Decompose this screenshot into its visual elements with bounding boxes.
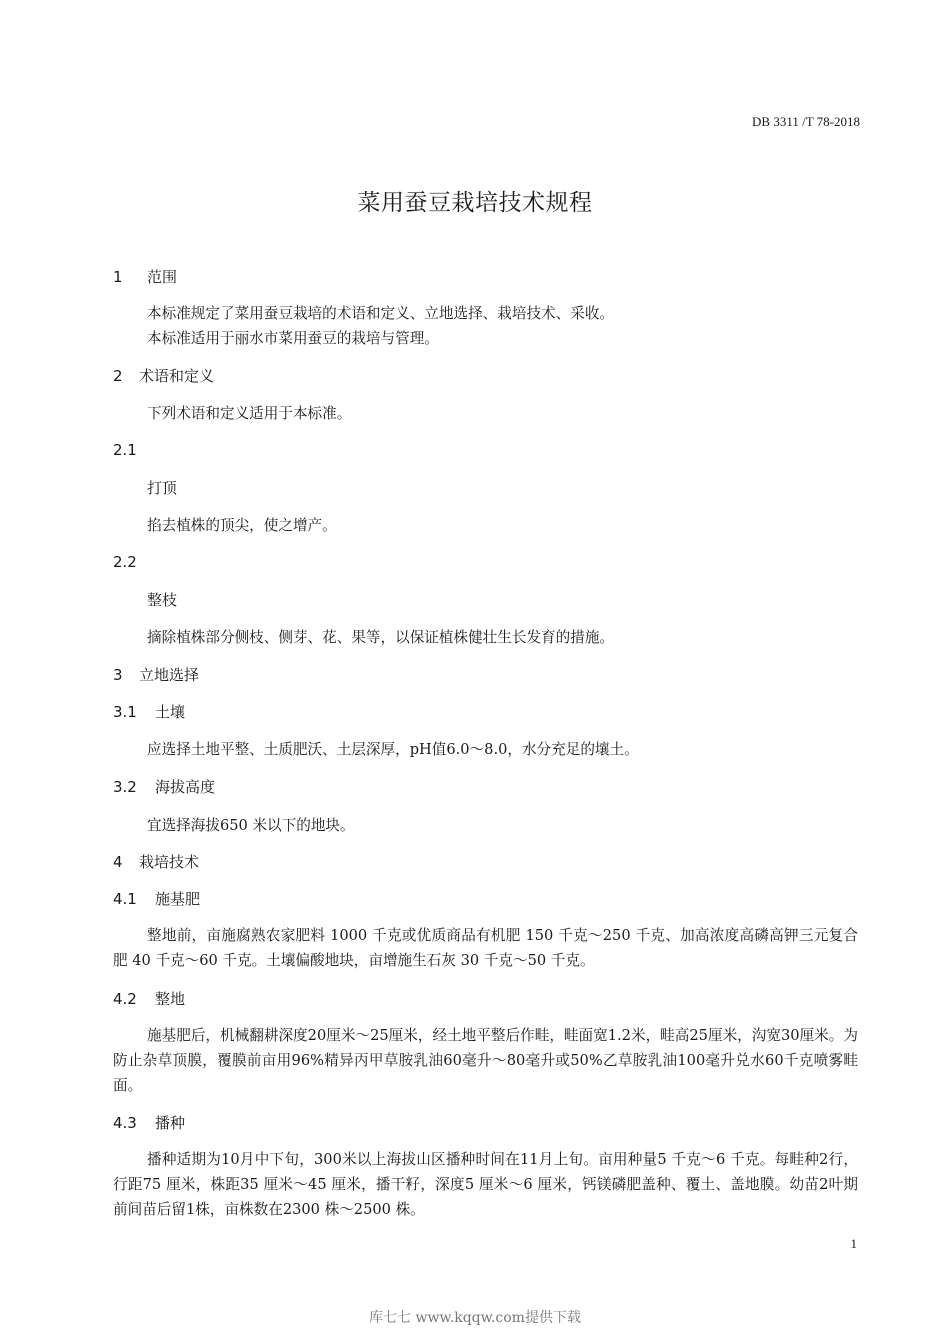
term-name: 整枝 [147,591,178,609]
subsection-4-1-heading [113,888,200,909]
paragraph: 应选择土地平整、土质肥沃、土层深厚，pH值6.0～8.0，水分充足的壤土。 [147,741,639,758]
paragraph: 本标准规定了菜用蚕豆栽培的术语和定义、立地选择、栽培技术、采收。 [147,305,615,322]
section-title: 整地 [155,990,186,1008]
section-2-heading [113,365,214,386]
section-number: 4.1 [113,890,137,908]
section-title: 范围 [147,268,178,286]
section-number: 4.2 [113,990,137,1008]
section-4-heading [113,851,199,872]
section-title: 播种 [155,1114,186,1132]
paragraph: 下列术语和定义适用于本标准。 [147,405,352,422]
section-number: 4.3 [113,1114,137,1132]
section-number: 2 [113,367,123,385]
page-number: 1 [850,1236,857,1251]
subsection-4-2-heading [113,988,185,1009]
term-definition: 摘除植株部分侧枝、侧芽、花、果等，以保证植株健壮生长发育的措施。 [147,629,615,646]
standard-code: DB 3311 /T 78-2018 [752,114,860,129]
section-title: 术语和定义 [139,367,215,385]
section-number: 3.2 [113,778,137,796]
section-number: 1 [113,268,123,286]
term-name: 打顶 [147,479,178,497]
term-number: 2.1 [113,441,137,459]
section-title: 施基肥 [155,890,201,908]
term-number: 2.2 [113,553,137,571]
section-title: 栽培技术 [139,853,200,871]
section-3-heading [113,664,199,685]
paragraph: 本标准适用于丽水市菜用蚕豆的栽培与管理。 [147,330,439,347]
paragraph: 整地前，亩施腐熟农家肥料 1000 千克或优质商品有机肥 150 千克～250 千克、加高浓度高磷高钾三元复合肥 40 千克～60 千克。土壤偏酸地块，亩增施生石灰 30 千克～50 千克。 [113,927,858,969]
paragraph: 施基肥后，机械翻耕深度20厘米～25厘米，经土地平整后作畦，畦面宽1.2米，畦高25厘米，沟宽30厘米。为防止杂草顶膜，覆膜前亩用96%精异丙甲草胺乳油60毫升～80毫升或50%乙草胺乳油100毫升兑水60千克喷雾畦面。 [113,1027,858,1094]
paragraph: 播种适期为10月中下旬，300米以上海拔山区播种时间在11月上旬。亩用种量5 千克～6 千克。每畦种2行，行距75 厘米，株距35 厘米～45 厘米，播干籽，深度5 厘米～6 厘米，钙镁磷肥盖种、覆土、盖地膜。幼苗2叶期前间苗后留1株，亩株数在2300 株～2500 株。 [113,1151,858,1218]
paragraph: 宜选择海拔650 米以下的地块。 [147,817,355,834]
section-number: 3.1 [113,703,137,721]
section-number: 3 [113,666,123,684]
section-title: 海拔高度 [155,778,216,796]
term-definition: 掐去植株的顶尖，使之增产。 [147,517,337,534]
subsection-3-1-heading [113,701,185,722]
section-number: 4 [113,853,123,871]
section-1-heading [113,266,177,287]
subsection-4-3-heading [113,1112,185,1133]
section-title: 土壤 [155,703,186,721]
section-title: 立地选择 [139,666,200,684]
download-watermark[interactable]: 库七七 www.kqqw.com提供下载 [369,1310,581,1326]
subsection-3-2-heading [113,776,215,797]
document-title: 菜用蚕豆栽培技术规程 [357,190,593,216]
